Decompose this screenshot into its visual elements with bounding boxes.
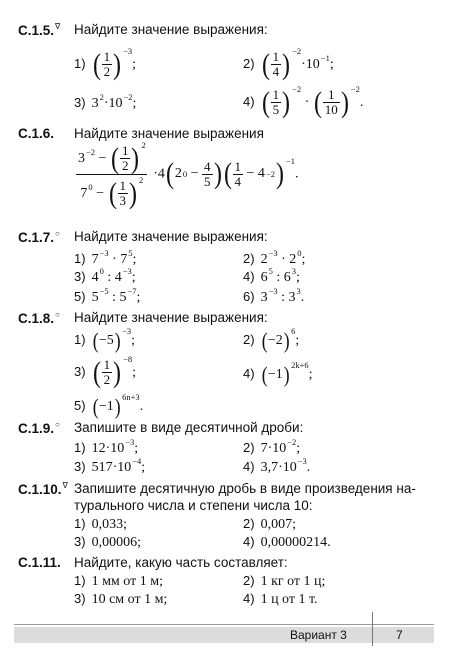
task-number-c111: C.1.11.	[18, 555, 61, 570]
task-c17-item-5: 5) $5^{-5}$ : $5^{-7}$;	[74, 286, 141, 305]
task-c17-item-6: 6) $3^{-3}$ : $3^3$.	[243, 286, 305, 305]
task-c19-item-3: 3) $517\cdot 10^{-4}$;	[74, 456, 146, 475]
footer-bar	[14, 627, 434, 643]
task-number-c18: C.1.8.○	[18, 310, 60, 326]
task-c19-item-1: 1) $12\cdot 10^{-3}$;	[74, 437, 139, 456]
page-number: 7	[396, 628, 403, 642]
task-number-c110: C.1.10.∇	[18, 481, 68, 497]
task-c18-item-4: 4) ( −1 ) $^{2k+6}$;	[243, 360, 313, 387]
task-number-c15: C.1.5.∇	[18, 22, 61, 38]
task-number-c17: C.1.7.○	[18, 229, 60, 245]
task-header-c16: Найдите значение выражения	[74, 126, 264, 141]
task-header-c15: Найдите значение выражения:	[74, 22, 268, 37]
task-c16-expression: $3^{-2}$ − ( $\frac{1}{2}$ ) $^2$ $7^0$ − ( $\frac{1}{3}$ ) $^2$ ·4 ( 2 0 − $\frac{4}{5}$ ) ( $\frac{1}{4}$ − 4 −2 ) $^{-1}$.	[74, 140, 299, 209]
task-c111-item-2: 2) 1 кг от 1 ц;	[243, 573, 326, 589]
task-c18-item-1: 1) ( −5 ) $^{-3}$;	[74, 326, 136, 353]
task-c110-item-4: 4) 0,00000214.	[243, 534, 331, 550]
task-header-c110-line2: турального числа и степени числа 10:	[74, 498, 313, 513]
task-c110-item-1: 1) 0,033;	[74, 516, 127, 532]
task-c111-item-1: 1) 1 мм от 1 м;	[74, 573, 163, 589]
task-number-c16: C.1.6.	[18, 126, 55, 141]
task-c17-item-2: 2) $2^{-3} \cdot 2^0$;	[243, 248, 306, 267]
task-c111-item-3: 3) 10 см от 1 м;	[74, 591, 168, 607]
c16-numerator: $3^{-2}$ − ( $\frac{1}{2}$ ) $^2$	[78, 140, 146, 175]
task-c19-item-4: 4) $3,7\cdot 10^{-3}$.	[243, 456, 311, 475]
footer-variant: Вариант 3	[290, 628, 347, 642]
task-c18-item-3: 3) ( $\frac{1}{2}$ ) $^{-8}$;	[74, 354, 136, 389]
task-c15-item-4: 4) ( $\frac{1}{5}$ ) $^{-2}$ · ( $\frac{1}{10}$ ) $^{-2}$.	[243, 84, 364, 119]
task-c17-item-4: 4) $6^5$ : $6^3$;	[243, 266, 300, 285]
footer-rule	[14, 624, 434, 625]
c16-denominator: $7^0$ − ( $\frac{1}{3}$ ) $^2$	[76, 174, 147, 209]
footer-separator	[372, 612, 373, 646]
task-c15-item-1: 1) ( $\frac{1}{2}$ ) $^{-3}$;	[74, 46, 136, 81]
task-c18-item-5: 5) ( −1 ) $^{6n+3}$.	[74, 392, 144, 419]
task-c110-item-3: 3) 0,00006;	[74, 534, 141, 550]
task-header-c17: Найдите значение выражения:	[74, 229, 268, 244]
task-header-c111: Найдите, какую часть составляет:	[74, 555, 288, 570]
task-c19-item-2: 2) $7\cdot 10^{-2}$;	[243, 437, 301, 456]
task-c110-item-2: 2) 0,007;	[243, 516, 296, 532]
task-c17-item-1: 1) $7^{-3} \cdot 7^5$;	[74, 248, 137, 267]
task-c15-item-2: 2) ( $\frac{1}{4}$ ) $^{-2}\cdot 10^{-1}$;	[243, 46, 334, 81]
task-header-c110: Запишите десятичную дробь в виде произведения на-	[74, 481, 416, 496]
task-c15-item-3: 3) $3^2\cdot 10^{-2}$;	[74, 92, 137, 111]
task-header-c19: Запишите в виде десятичной дроби:	[74, 420, 304, 435]
task-c111-item-4: 4) 1 ц от 1 т.	[243, 591, 318, 607]
task-c17-item-3: 3) $4^0$ : $4^{-3}$;	[74, 266, 136, 285]
task-header-c18: Найдите значение выражения:	[74, 310, 268, 325]
task-number-c19: C.1.9.○	[18, 420, 60, 436]
task-c18-item-2: 2) ( −2 ) $^6$;	[243, 326, 300, 353]
